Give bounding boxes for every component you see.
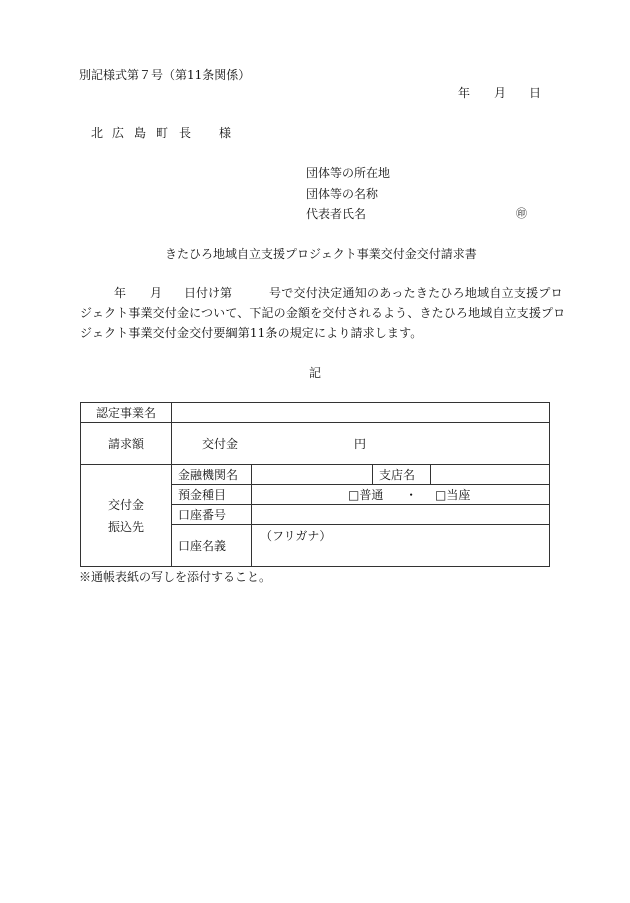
body-line-3: ジェクト事業交付金交付要綱第11条の規定により請求します。 (80, 326, 423, 340)
addressee-char: 広 (112, 126, 125, 140)
amount-value[interactable] (172, 423, 550, 465)
deposit-option-ordinary[interactable]: □普通 (348, 488, 384, 502)
body-day-ref: 日付け第 (184, 286, 233, 300)
account-holder-value[interactable] (252, 525, 550, 567)
applicant-rep-label: 代表者氏名 (306, 207, 367, 221)
attachment-note: ※通帳表紙の写しを添付すること。 (79, 570, 272, 584)
addressee-char: 長 (179, 126, 192, 140)
request-table (80, 402, 550, 567)
addressee-char: 島 (134, 126, 147, 140)
table-row (81, 423, 550, 465)
deposit-type-options (252, 485, 550, 505)
seal-mark: ㊞ (516, 207, 527, 220)
furigana-label: （フリガナ） (260, 529, 332, 543)
transfer-label-line: 交付金 (107, 497, 144, 512)
account-number-label: 口座番号 (172, 505, 252, 525)
amount-prefix: 交付金 (202, 437, 239, 451)
addressee-honorific: 様 (219, 126, 232, 140)
amount-unit: 円 (354, 437, 367, 451)
table-row (81, 403, 550, 423)
body-month: 月 (150, 286, 163, 300)
applicant-name-label: 団体等の名称 (306, 187, 379, 201)
body-line-1: 号で交付決定通知のあったきたひろ地域自立支援プロ (269, 286, 563, 300)
transfer-label-line: 振込先 (107, 519, 144, 534)
table-row (81, 465, 550, 485)
date-month-label: 月 (494, 86, 507, 100)
bank-name-value[interactable] (252, 465, 373, 485)
project-name-value[interactable] (172, 403, 550, 423)
addressee-char: 北 (91, 126, 104, 140)
form-id: 別記様式第７号（第11条関係） (79, 68, 251, 82)
ki-heading: 記 (309, 366, 322, 380)
amount-label: 請求額 (81, 423, 172, 465)
branch-label: 支店名 (373, 465, 431, 485)
document-title: きたひろ地域自立支援プロジェクト事業交付金交付請求書 (165, 247, 477, 261)
body-year: 年 (114, 286, 127, 300)
transfer-label (81, 465, 172, 567)
project-name-label: 認定事業名 (81, 403, 172, 423)
applicant-address-label: 団体等の所在地 (306, 166, 391, 180)
bank-name-label: 金融機関名 (172, 465, 252, 485)
account-holder-label: 口座名義 (172, 525, 252, 567)
deposit-type-label: 預金種目 (172, 485, 252, 505)
deposit-option-current[interactable]: □当座 (435, 488, 471, 502)
date-year-label: 年 (458, 86, 471, 100)
deposit-separator: ・ (405, 488, 418, 502)
body-line-2: ジェクト事業交付金について、下記の金額を交付されるよう、きたひろ地域自立支援プロ (80, 306, 566, 320)
account-number-value[interactable] (252, 505, 550, 525)
date-day-label: 日 (529, 86, 542, 100)
addressee-char: 町 (156, 126, 169, 140)
branch-value[interactable] (431, 465, 550, 485)
